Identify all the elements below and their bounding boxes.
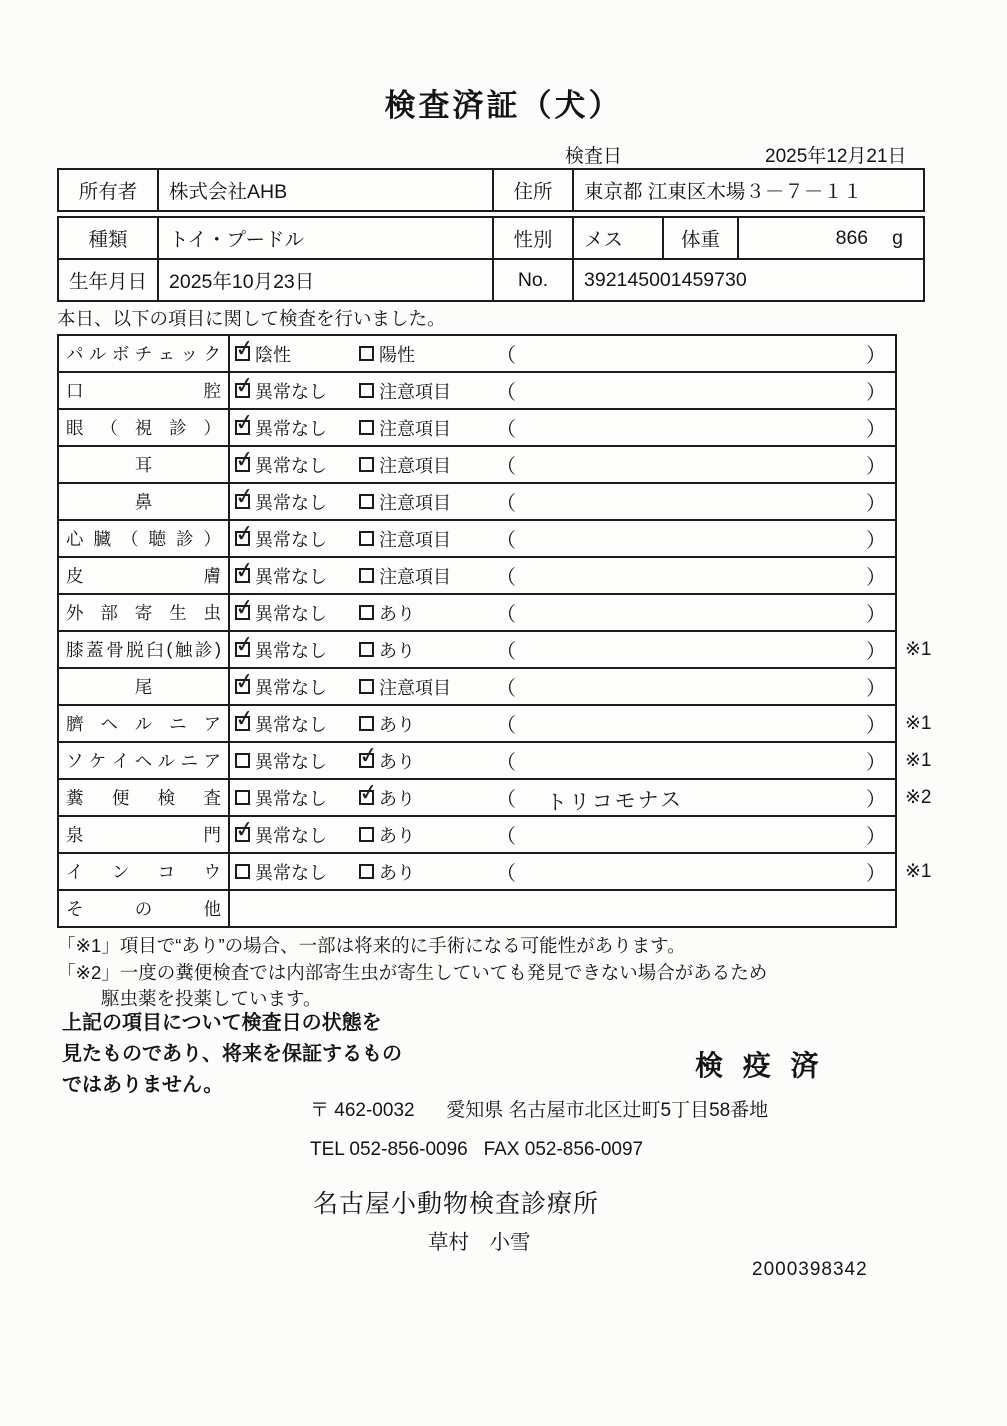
footnote-marker: ※1	[905, 639, 932, 660]
handwritten-result	[516, 719, 866, 728]
option-label: あり	[379, 714, 415, 735]
option	[235, 711, 359, 737]
option-label: 異常なし	[255, 825, 327, 846]
option-label: 異常なし	[255, 603, 327, 624]
weight-unit: g	[892, 226, 903, 249]
owner-row	[59, 170, 923, 210]
item-options	[230, 706, 492, 741]
inspection-row	[59, 667, 895, 704]
close-paren: ）	[866, 456, 886, 478]
inspection-row	[59, 852, 895, 889]
option-label: あり	[379, 825, 415, 846]
unchecked-checkbox	[359, 679, 374, 694]
inspection-row	[59, 408, 895, 445]
option-label: 注意項目	[379, 455, 451, 476]
item-result	[492, 373, 895, 408]
item-result	[492, 336, 895, 371]
birth-row	[59, 258, 923, 300]
option	[359, 600, 415, 626]
option	[235, 415, 359, 441]
option-label: 異常なし	[255, 566, 327, 587]
item-label: 心 臓 （ 聴 診 ）	[59, 521, 230, 556]
checked-checkbox	[235, 494, 250, 509]
inspection-table-body	[57, 334, 897, 928]
checked-checkbox	[359, 790, 374, 805]
close-paren: ）	[866, 419, 886, 441]
close-paren: ）	[866, 530, 886, 552]
unchecked-checkbox	[235, 753, 250, 768]
checked-checkbox	[235, 531, 250, 546]
handwritten-result: トリコモナス	[545, 787, 684, 815]
item-options	[230, 632, 492, 667]
option	[235, 748, 359, 774]
owner-label: 所有者	[78, 181, 138, 203]
option	[235, 785, 359, 811]
checked-checkbox	[235, 827, 250, 842]
inspection-row	[59, 482, 895, 519]
footnotes	[57, 933, 767, 1013]
option	[235, 600, 359, 626]
option	[359, 415, 451, 441]
inspection-row	[59, 630, 895, 667]
item-options	[230, 595, 492, 630]
disclaimer-line: 上記の項目について検査日の状態を	[62, 1012, 382, 1034]
handwritten-result	[516, 423, 866, 432]
birth-value: 2025年10月23日	[157, 260, 492, 300]
item-result	[492, 484, 895, 519]
weight-label: 体重	[662, 218, 737, 258]
option-label: 異常なし	[255, 492, 327, 513]
item-label: イ ン コ ウ	[59, 854, 230, 889]
handwritten-result	[516, 830, 866, 839]
checked-checkbox	[235, 346, 250, 361]
item-result	[492, 891, 895, 926]
item-options	[230, 410, 492, 445]
option-label: 異常なし	[255, 529, 327, 550]
close-paren: ）	[866, 752, 886, 774]
option-label: 異常なし	[255, 381, 327, 402]
handwritten-result	[516, 349, 866, 358]
checked-checkbox	[235, 605, 250, 620]
item-result	[492, 854, 895, 889]
open-paren: （	[496, 382, 516, 404]
item-label: 皮 膚	[59, 558, 230, 593]
item-options	[230, 558, 492, 593]
address-value: 東京都 江東区木場３－７－１１	[572, 170, 923, 210]
handwritten-result	[516, 460, 866, 469]
unchecked-checkbox	[359, 605, 374, 620]
sex-label: 性別	[492, 218, 572, 258]
close-paren: ）	[866, 826, 886, 848]
item-result	[492, 521, 895, 556]
open-paren: （	[496, 641, 516, 663]
item-options	[230, 780, 492, 815]
weight-value: 866	[835, 226, 869, 249]
serial-number: 2000398342	[752, 1259, 868, 1280]
clinic-address: 〒 462-0032 愛知県 名古屋市北区辻町5丁目58番地	[310, 1100, 769, 1121]
item-label: パ ル ボ チ ェ ッ ク	[59, 336, 230, 371]
exam-date-value: 2025年12月21日	[765, 146, 907, 167]
item-label: 耳	[59, 447, 230, 482]
unchecked-checkbox	[359, 531, 374, 546]
clinic-tel: TEL 052-856-0096 FAX 052-856-0097	[310, 1139, 644, 1160]
close-paren: ）	[866, 789, 886, 811]
breed-value: トイ・プードル	[157, 218, 492, 258]
inspection-row	[59, 741, 895, 778]
option	[235, 822, 359, 848]
checked-checkbox	[235, 383, 250, 398]
option-label: 異常なし	[255, 862, 327, 883]
footnote-marker: ※1	[905, 713, 932, 734]
inspection-row	[59, 815, 895, 852]
option	[235, 859, 359, 885]
open-paren: （	[496, 567, 516, 589]
item-result	[492, 410, 895, 445]
item-result	[492, 817, 895, 852]
footnote-marker: ※2	[905, 787, 932, 808]
breed-label: 種類	[88, 229, 128, 251]
item-options	[230, 817, 492, 852]
inspection-table	[57, 334, 1002, 928]
open-paren: （	[496, 493, 516, 515]
open-paren: （	[496, 715, 516, 737]
inspection-row	[59, 519, 895, 556]
footnote-line: 「※1」項目で“あり”の場合、一部は将来的に手術になる可能性があります。	[57, 935, 686, 956]
unchecked-checkbox	[359, 716, 374, 731]
exam-date-label: 検査日	[565, 146, 623, 167]
option-label: あり	[379, 603, 415, 624]
option-label: 異常なし	[255, 640, 327, 661]
sex-value: メス	[572, 218, 662, 258]
item-result	[492, 706, 895, 741]
option-label: 注意項目	[379, 418, 451, 439]
option	[235, 452, 359, 478]
item-options	[230, 447, 492, 482]
checked-checkbox	[235, 642, 250, 657]
open-paren: （	[496, 604, 516, 626]
unchecked-checkbox	[359, 457, 374, 472]
close-paren: ）	[866, 715, 886, 737]
item-options	[230, 891, 492, 926]
unchecked-checkbox	[359, 420, 374, 435]
item-options	[230, 336, 492, 371]
unchecked-checkbox	[359, 642, 374, 657]
open-paren: （	[496, 345, 516, 367]
info-table	[57, 216, 925, 302]
item-options	[230, 373, 492, 408]
option-label: 異常なし	[255, 714, 327, 735]
unchecked-checkbox	[359, 383, 374, 398]
footnote-marker: ※1	[905, 750, 932, 771]
checked-checkbox	[359, 753, 374, 768]
inspection-row	[59, 593, 895, 630]
close-paren: ）	[866, 604, 886, 626]
unchecked-checkbox	[359, 568, 374, 583]
inspection-row	[59, 445, 895, 482]
close-paren: ）	[866, 345, 886, 367]
footnote-line: 駆虫薬を投薬しています。	[101, 988, 322, 1009]
option-label: 異常なし	[255, 455, 327, 476]
disclaimer	[62, 1008, 402, 1101]
handwritten-result	[516, 534, 866, 543]
item-result	[492, 558, 895, 593]
owner-value: 株式会社AHB	[157, 170, 492, 210]
item-label: 膝 蓋 骨 脱 臼 ( 触 診 )	[59, 632, 230, 667]
option-label: 注意項目	[379, 566, 451, 587]
option	[359, 526, 451, 552]
handwritten-result	[516, 386, 866, 395]
option	[359, 341, 415, 367]
footnote-line: 「※2」一度の糞便検査では内部寄生虫が寄生していても発見できない場合があるため	[57, 961, 768, 983]
weight-cell	[737, 218, 923, 258]
unchecked-checkbox	[359, 864, 374, 879]
option	[359, 674, 451, 700]
item-label: 鼻	[59, 484, 230, 519]
checked-checkbox	[235, 716, 250, 731]
handwritten-result	[516, 497, 866, 506]
disclaimer-line: ではありません。	[62, 1074, 224, 1096]
option-label: あり	[379, 751, 415, 772]
option	[359, 563, 451, 589]
inspection-row	[59, 556, 895, 593]
document-title: 検査済証（犬）	[384, 88, 623, 123]
handwritten-result	[516, 645, 866, 654]
unchecked-checkbox	[359, 494, 374, 509]
option-label: 注意項目	[379, 492, 451, 513]
unchecked-checkbox	[235, 864, 250, 879]
close-paren: ）	[866, 678, 886, 700]
open-paren: （	[496, 863, 516, 885]
examiner-name: 草村 小雪	[428, 1231, 531, 1254]
option-label: 注意項目	[379, 677, 451, 698]
option-label: あり	[379, 640, 415, 661]
option-label: 注意項目	[379, 381, 451, 402]
no-label: No.	[492, 260, 572, 300]
item-label: 口 腔	[59, 373, 230, 408]
inspection-row	[59, 704, 895, 741]
intro-text: 本日、以下の項目に関して検査を行いました。	[57, 308, 446, 329]
open-paren: （	[496, 752, 516, 774]
checked-checkbox	[235, 457, 250, 472]
open-paren: （	[496, 456, 516, 478]
option-label: 陽性	[379, 344, 415, 365]
option-label: 陰性	[255, 344, 291, 365]
handwritten-result	[516, 682, 866, 691]
item-label: ソ ケ イ ヘ ル ニ ア	[59, 743, 230, 778]
footnote-marker: ※1	[905, 861, 932, 882]
item-options	[230, 669, 492, 704]
close-paren: ）	[866, 382, 886, 404]
open-paren: （	[496, 678, 516, 700]
item-label: 糞 便 検 査	[59, 780, 230, 815]
option-label: 異常なし	[255, 788, 327, 809]
option-label: 注意項目	[379, 529, 451, 550]
unchecked-checkbox	[235, 790, 250, 805]
item-label: 尾	[59, 669, 230, 704]
item-label: 泉 門	[59, 817, 230, 852]
option-label: 異常なし	[255, 418, 327, 439]
clinic-name: 名古屋小動物検査診療所	[313, 1190, 600, 1218]
inspection-row	[59, 889, 895, 926]
option	[235, 674, 359, 700]
unchecked-checkbox	[359, 346, 374, 361]
inspection-row	[59, 336, 895, 371]
option	[235, 637, 359, 663]
item-result	[492, 669, 895, 704]
option	[235, 489, 359, 515]
item-label: 外 部 寄 生 虫	[59, 595, 230, 630]
breed-row	[59, 218, 923, 258]
handwritten-result	[516, 756, 866, 765]
option	[235, 341, 359, 367]
item-result	[492, 447, 895, 482]
option	[359, 489, 451, 515]
close-paren: ）	[866, 493, 886, 515]
option-label: あり	[379, 862, 415, 883]
handwritten-result	[516, 571, 866, 580]
item-label: そ の 他	[59, 891, 230, 926]
option	[235, 378, 359, 404]
option-label: 異常なし	[255, 751, 327, 772]
option	[359, 452, 451, 478]
quarantine-stamp: 検 疫 済	[695, 1050, 825, 1081]
item-options	[230, 484, 492, 519]
option-label: 異常なし	[255, 677, 327, 698]
open-paren: （	[496, 419, 516, 441]
open-paren: （	[496, 530, 516, 552]
birth-label: 生年月日	[68, 271, 147, 293]
option	[235, 563, 359, 589]
checked-checkbox	[235, 420, 250, 435]
option-label: あり	[379, 788, 415, 809]
option	[359, 711, 415, 737]
item-result	[492, 780, 895, 815]
open-paren: （	[496, 826, 516, 848]
option	[359, 859, 415, 885]
handwritten-result	[516, 608, 866, 617]
unchecked-checkbox	[359, 827, 374, 842]
item-label: 臍 ヘ ル ニ ア	[59, 706, 230, 741]
checked-checkbox	[235, 568, 250, 583]
option	[359, 748, 415, 774]
checked-checkbox	[235, 679, 250, 694]
inspection-row	[59, 371, 895, 408]
option	[359, 822, 415, 848]
option	[359, 637, 415, 663]
item-options	[230, 743, 492, 778]
owner-table	[57, 168, 925, 212]
close-paren: ）	[866, 641, 886, 663]
handwritten-result	[516, 867, 866, 876]
open-paren: （	[496, 789, 516, 811]
close-paren: ）	[866, 567, 886, 589]
option	[359, 785, 415, 811]
inspection-row	[59, 778, 895, 815]
item-result	[492, 743, 895, 778]
disclaimer-line: 見たものであり、将来を保証するもの	[62, 1043, 402, 1065]
close-paren: ）	[866, 863, 886, 885]
no-value: 392145001459730	[572, 260, 923, 300]
option	[235, 526, 359, 552]
item-options	[230, 854, 492, 889]
address-label: 住所	[492, 170, 572, 210]
option	[359, 378, 451, 404]
item-options	[230, 521, 492, 556]
item-label: 眼 （ 視 診 ）	[59, 410, 230, 445]
item-result	[492, 595, 895, 630]
item-result	[492, 632, 895, 667]
